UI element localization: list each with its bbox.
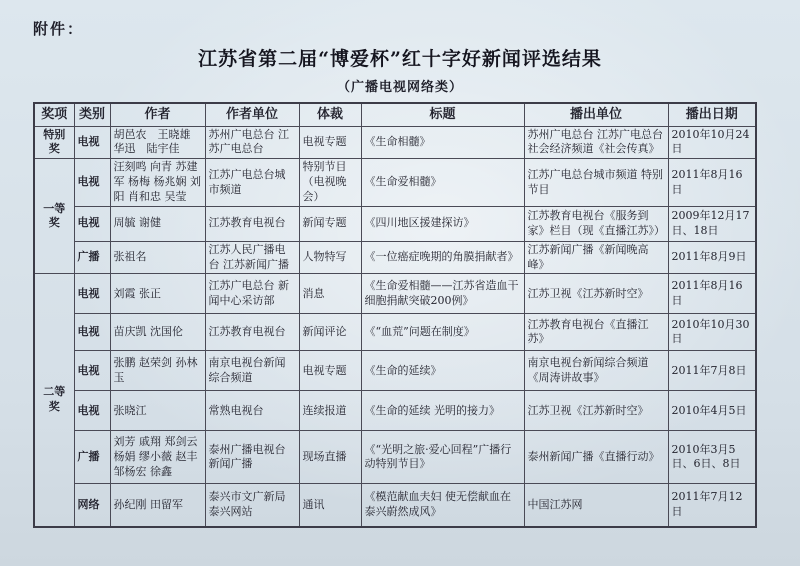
author-unit-cell: 江苏教育电视台 — [205, 314, 299, 351]
author-unit-cell: 江苏广电总台 新闻中心采访部 — [205, 274, 299, 314]
title-cell: 《“光明之旅·爱心回程”广播行动特别节目》 — [361, 431, 524, 484]
column-header-award: 奖项 — [34, 103, 74, 126]
title-cell: 《一位癌症晚期的角膜捐献者》 — [361, 241, 524, 274]
genre-cell: 连续报道 — [299, 391, 361, 431]
category-cell: 电视 — [74, 126, 110, 159]
title-cell: 《模范献血夫妇 使无偿献血在泰兴蔚然成风》 — [361, 484, 524, 527]
category-cell: 电视 — [74, 391, 110, 431]
genre-cell: 通讯 — [299, 484, 361, 527]
table-row — [34, 314, 756, 351]
date-cell: 2011年7月8日 — [668, 351, 756, 391]
author-unit-cell: 泰州广播电视台新闻广播 — [205, 431, 299, 484]
table-header-row — [34, 103, 756, 126]
genre-cell: 现场直播 — [299, 431, 361, 484]
page-subtitle: （广播电视网络类） — [336, 80, 463, 95]
column-header-title: 标题 — [361, 103, 524, 126]
broadcast-unit-cell: 江苏卫视《江苏新时空》 — [524, 391, 668, 431]
broadcast-unit-cell: 泰州新闻广播《直播行动》 — [524, 431, 668, 484]
award-cell-first: 一等奖 — [34, 159, 74, 274]
date-cell: 2010年3月5日、6日、8日 — [668, 431, 756, 484]
table-row — [34, 351, 756, 391]
category-cell: 广播 — [74, 431, 110, 484]
category-cell: 电视 — [74, 314, 110, 351]
title-cell: 《生命相髓》 — [361, 126, 524, 159]
title-cell: 《四川地区援建探访》 — [361, 206, 524, 241]
category-cell: 电视 — [74, 206, 110, 241]
genre-cell: 消息 — [299, 274, 361, 314]
broadcast-unit-cell: 江苏新闻广播《新闻晚高峰》 — [524, 241, 668, 274]
table-row — [34, 159, 756, 207]
authors-cell: 张鹏 赵荣剑 孙林玉 — [110, 351, 205, 391]
column-header-authors: 作者 — [110, 103, 205, 126]
authors-cell: 苗庆凯 沈国伦 — [110, 314, 205, 351]
category-cell: 电视 — [74, 159, 110, 207]
genre-cell: 人物特写 — [299, 241, 361, 274]
column-header-genre: 体裁 — [299, 103, 361, 126]
table-row — [34, 126, 756, 159]
column-header-date: 播出日期 — [668, 103, 756, 126]
column-header-author-unit: 作者单位 — [205, 103, 299, 126]
award-cell-special: 特别奖 — [34, 126, 74, 159]
genre-cell: 电视专题 — [299, 351, 361, 391]
authors-cell: 胡邑农 王晓雄 华迅 陆宇佳 — [110, 126, 205, 159]
authors-cell: 刘芳 戚翔 郑剑云 杨娟 缪小薇 赵丰 邹杨宏 徐鑫 — [110, 431, 205, 484]
date-cell: 2009年12月17日、18日 — [668, 206, 756, 241]
broadcast-unit-cell: 苏州广电总台 江苏广电总台 社会经济频道《社会传真》 — [524, 126, 668, 159]
broadcast-unit-cell: 南京电视台新闻综合频道《周涛讲故事》 — [524, 351, 668, 391]
table-row — [34, 484, 756, 527]
title-cell: 《生命爱相髓》 — [361, 159, 524, 207]
date-cell: 2011年8月16日 — [668, 159, 756, 207]
table-row — [34, 206, 756, 241]
table-row — [34, 274, 756, 314]
author-unit-cell: 江苏人民广播电台 江苏新闻广播 — [205, 241, 299, 274]
date-cell: 2010年4月5日 — [668, 391, 756, 431]
title-cell: 《生命的延续》 — [361, 351, 524, 391]
date-cell: 2010年10月24日 — [668, 126, 756, 159]
date-cell: 2010年10月30日 — [668, 314, 756, 351]
authors-cell: 刘霞 张正 — [110, 274, 205, 314]
date-cell: 2011年8月9日 — [668, 241, 756, 274]
genre-cell: 电视专题 — [299, 126, 361, 159]
author-unit-cell: 泰兴市文广新局 泰兴网站 — [205, 484, 299, 527]
table-row — [34, 241, 756, 274]
broadcast-unit-cell: 江苏教育电视台《服务到家》栏目（现《直播江苏》） — [524, 206, 668, 241]
broadcast-unit-cell: 江苏广电总台城市频道 特别节目 — [524, 159, 668, 207]
date-cell: 2011年8月16日 — [668, 274, 756, 314]
page-title: 江苏省第二届“博爱杯”红十字好新闻评选结果 — [198, 48, 602, 70]
authors-cell: 孙纪刚 田留军 — [110, 484, 205, 527]
author-unit-cell: 江苏广电总台城市频道 — [205, 159, 299, 207]
broadcast-unit-cell: 江苏卫视《江苏新时空》 — [524, 274, 668, 314]
author-unit-cell: 南京电视台新闻综合频道 — [205, 351, 299, 391]
genre-cell: 特别节目（电视晚会） — [299, 159, 361, 207]
author-unit-cell: 苏州广电总台 江苏广电总台 — [205, 126, 299, 159]
category-cell: 电视 — [74, 274, 110, 314]
authors-cell: 张祖名 — [110, 241, 205, 274]
date-cell: 2011年7月12日 — [668, 484, 756, 527]
genre-cell: 新闻专题 — [299, 206, 361, 241]
author-unit-cell: 常熟电视台 — [205, 391, 299, 431]
title-cell: 《“血荒”问题在制度》 — [361, 314, 524, 351]
authors-cell: 张晓江 — [110, 391, 205, 431]
genre-cell: 新闻评论 — [299, 314, 361, 351]
category-cell: 电视 — [74, 351, 110, 391]
broadcast-unit-cell: 江苏教育电视台《直播江苏》 — [524, 314, 668, 351]
authors-cell: 汪刻鸣 向青 苏建军 杨梅 杨兆娴 刘阳 肖和忠 吴莹 — [110, 159, 205, 207]
broadcast-unit-cell: 中国江苏网 — [524, 484, 668, 527]
title-cell: 《生命的延续 光明的接力》 — [361, 391, 524, 431]
title-cell: 《生命爱相髓——江苏省造血干细胞捐献突破200例》 — [361, 274, 524, 314]
column-header-broadcast-unit: 播出单位 — [524, 103, 668, 126]
category-cell: 网络 — [74, 484, 110, 527]
column-header-category: 类别 — [74, 103, 110, 126]
authors-cell: 周毓 谢健 — [110, 206, 205, 241]
attachment-label: 附件： — [33, 20, 85, 38]
results-table — [33, 102, 757, 528]
author-unit-cell: 江苏教育电视台 — [205, 206, 299, 241]
table-row — [34, 391, 756, 431]
category-cell: 广播 — [74, 241, 110, 274]
award-cell-second: 二等奖 — [34, 274, 74, 527]
table-row — [34, 431, 756, 484]
